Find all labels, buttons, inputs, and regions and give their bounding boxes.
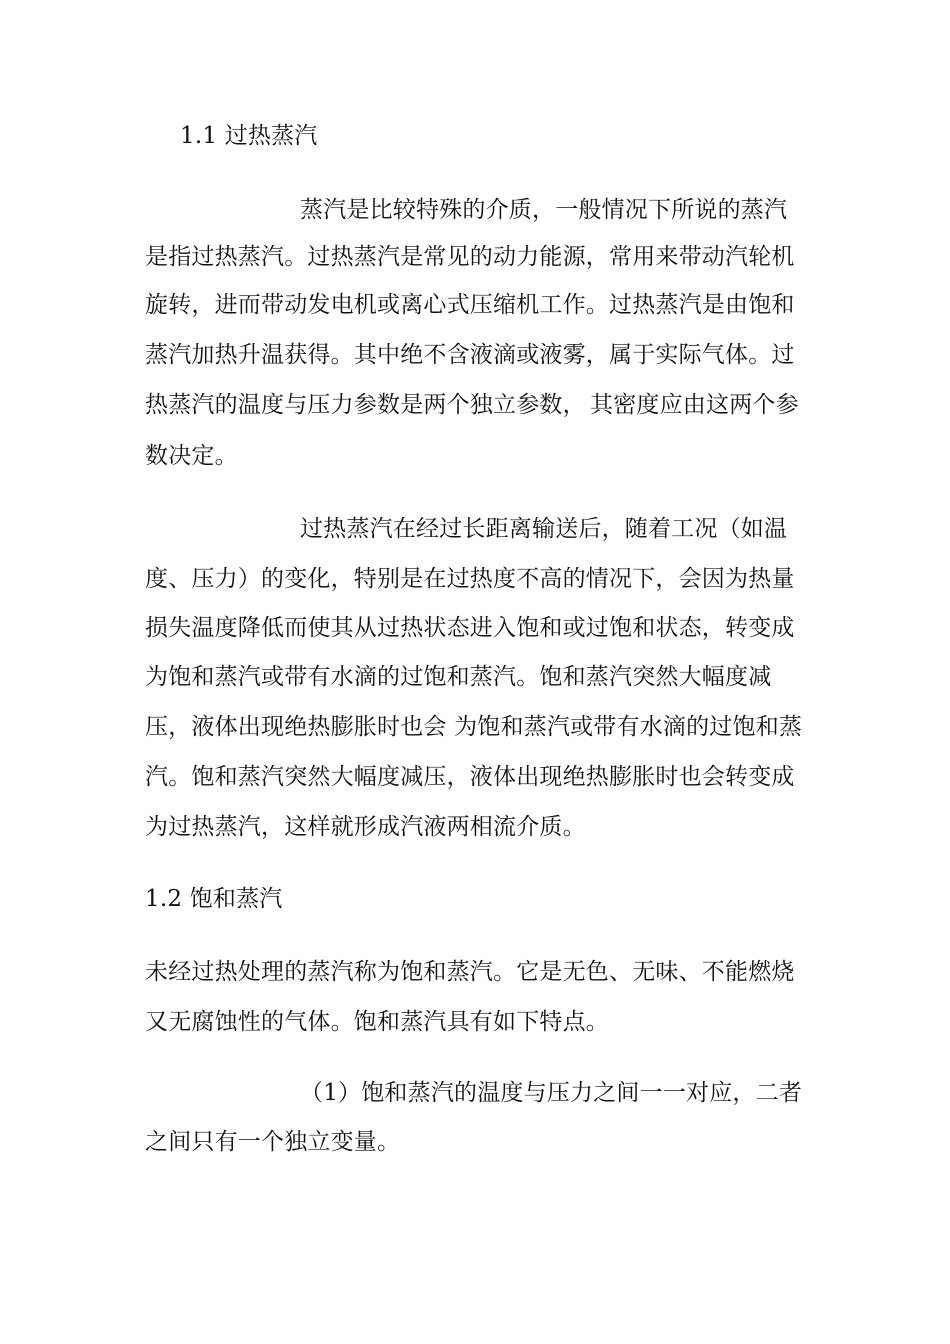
paragraph-line: 压，液体出现绝热膨胀时也会 为饱和蒸汽或带有水滴的过饱和蒸: [145, 714, 803, 740]
paragraph-line: 是指过热蒸汽。过热蒸汽是常见的动力能源，常用来带动汽轮机: [145, 244, 795, 270]
paragraph-line: 热蒸汽的温度与压力参数是两个独立参数，: [145, 392, 586, 418]
paragraph-line: 旋转，进而带动发电机或离心式压缩机工作。过热蒸汽是由饱和: [145, 292, 795, 318]
paragraph-line: 未经过热处理的蒸汽称为饱和蒸汽。它是无色、无味、不能燃烧: [145, 959, 795, 985]
paragraph-line: 蒸汽是比较特殊的介质，一般情况下所说的蒸汽: [300, 197, 788, 223]
section-heading-1-2: 1.2 饱和蒸汽: [145, 886, 283, 912]
paragraph-line: （1）饱和蒸汽的温度与压力之间一一对应，二者: [300, 1080, 803, 1106]
paragraph-line: 为过热蒸汽，这样就形成汽液两相流介质。: [145, 814, 586, 840]
paragraph-line: 损失温度降低而使其从过热状态进入饱和或过饱和状态，转变成: [145, 615, 795, 641]
section-heading-1-1: 1.1 过热蒸汽: [180, 123, 318, 149]
paragraph-line: 过热蒸汽在经过长距离输送后，随着工况（如温: [300, 516, 788, 542]
paragraph-line: 蒸汽加热升温获得。其中绝不含液滴或液雾，属于实际气体。过: [145, 342, 795, 368]
paragraph-line: 其密度应由这两个参: [590, 392, 799, 418]
paragraph-line: 汽。饱和蒸汽突然大幅度减压，液体出现绝热膨胀时也会转变成: [145, 764, 795, 790]
paragraph-line: 为饱和蒸汽或带有水滴的过饱和蒸汽。饱和蒸汽突然大幅度减: [145, 664, 772, 690]
paragraph-line: 之间只有一个独立变量。: [145, 1129, 401, 1155]
paragraph-line: 度、压力）的变化，特别是在过热度不高的情况下，会因为热量: [145, 566, 795, 592]
paragraph-line: 又无腐蚀性的气体。饱和蒸汽具有如下特点。: [145, 1009, 609, 1035]
paragraph-line: 数决定。: [145, 443, 238, 469]
